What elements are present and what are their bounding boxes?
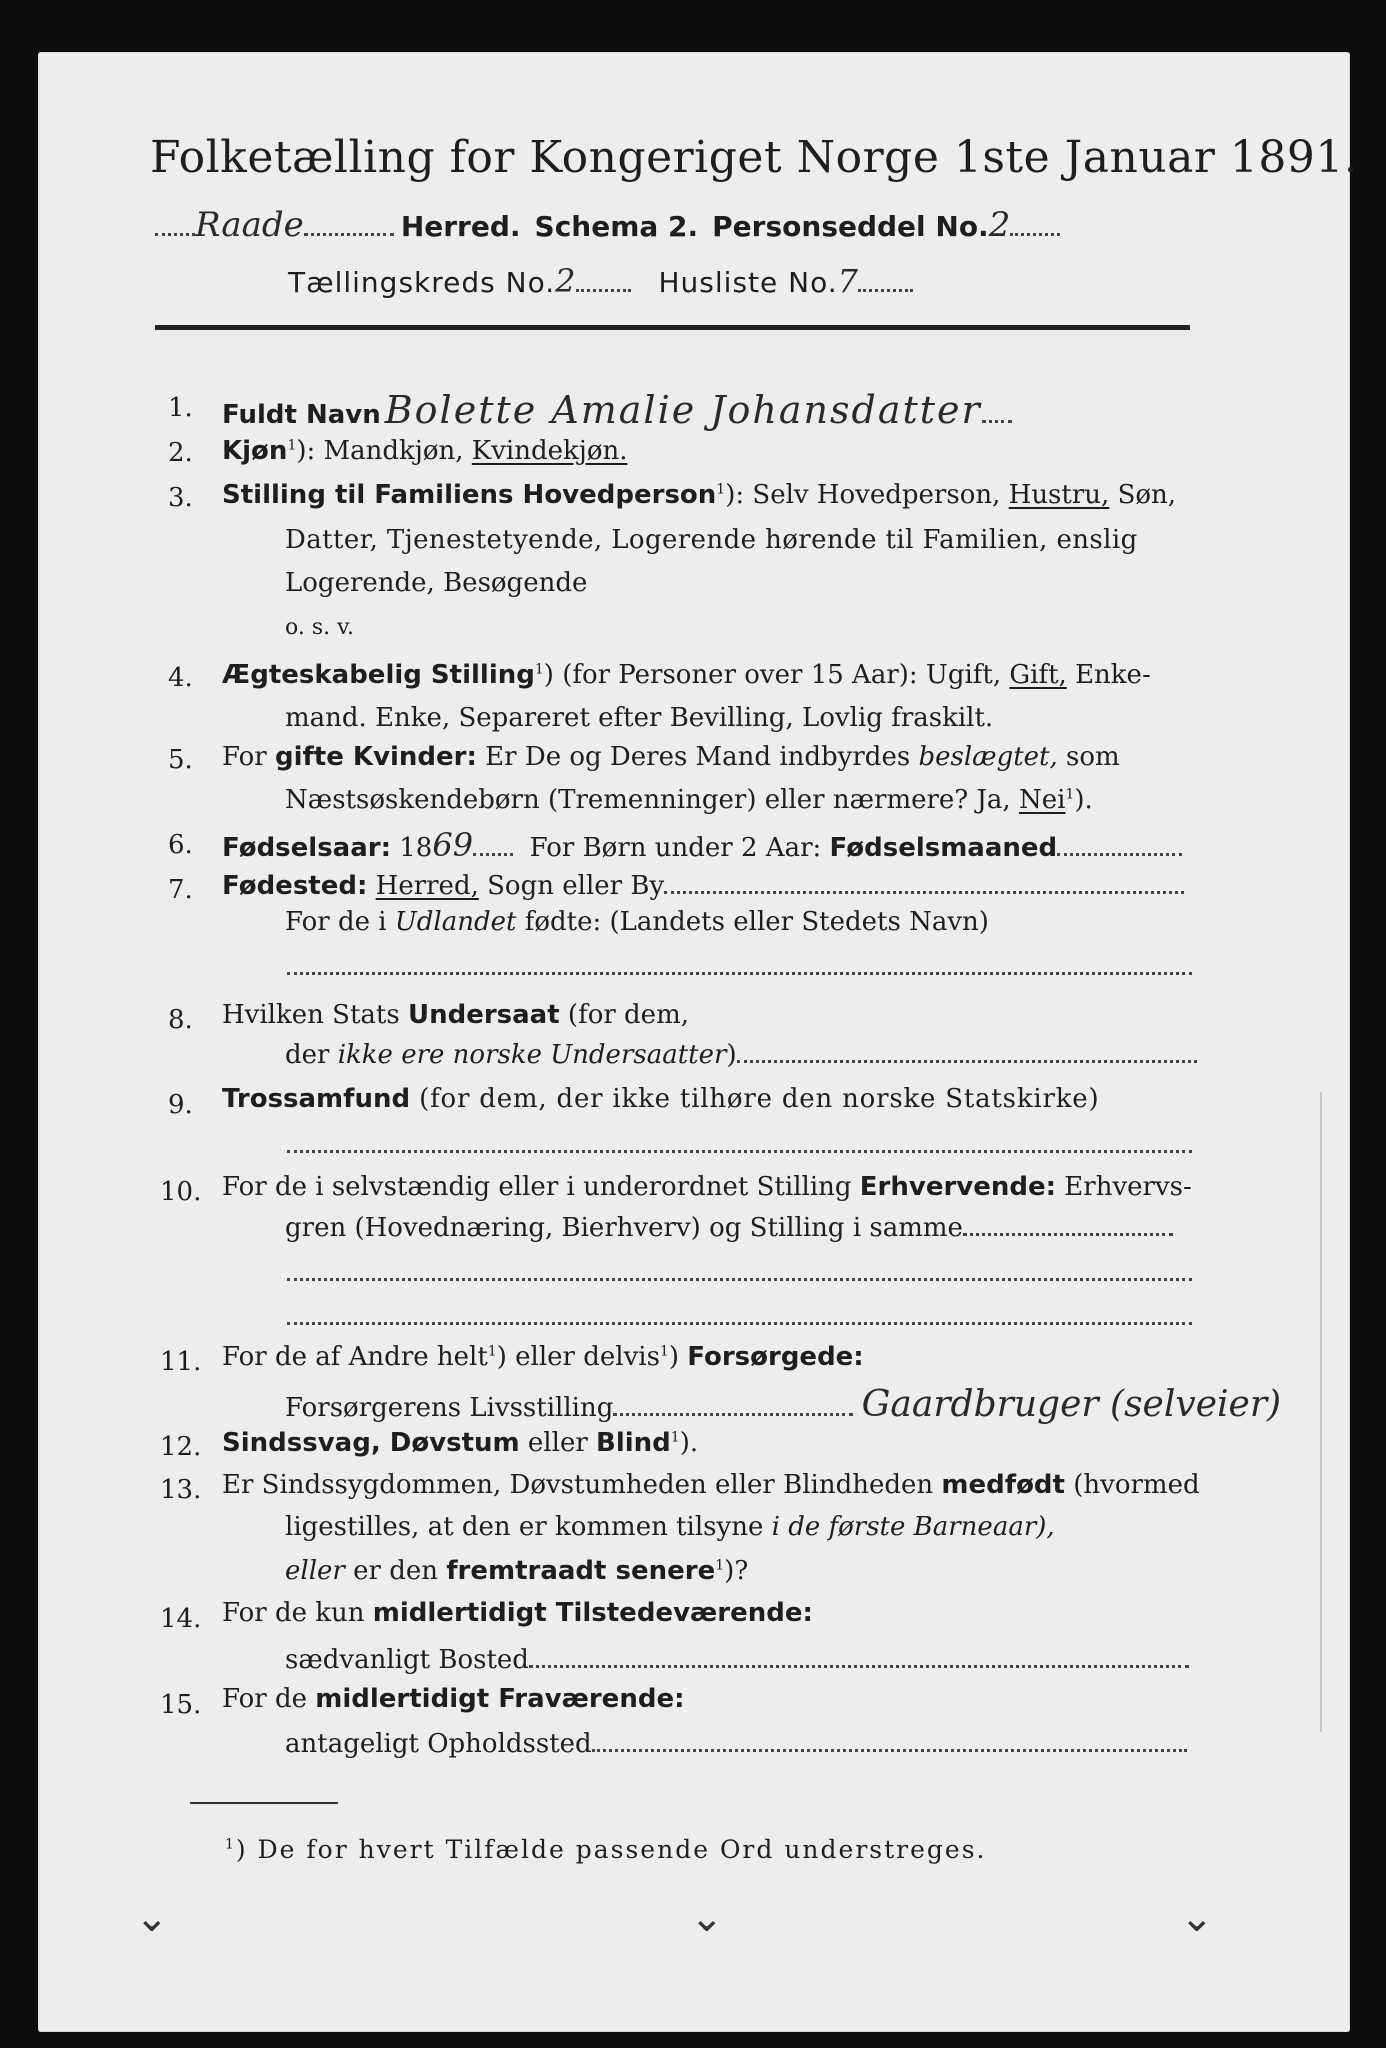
q8-text-d: ikke ere norske Undersaatter [337,1040,727,1070]
q8-line-2: der ikke ere norske Undersaatter) [285,1040,1197,1070]
q4-options-b: Enke- [1075,660,1151,690]
q4-line-2: mand. Enke, Separeret efter Bevilling, Lovlig fraskilt. [285,703,994,733]
q9-text: (for dem, der ikke tilhøre den norske Statskirke) [419,1084,1100,1114]
q7-answer-line [287,962,1192,980]
q2-number: 2. [168,438,193,468]
q7-text-c: fødte: (Landets eller Stedets Navn) [524,907,989,937]
q15-number: 15. [160,1690,202,1720]
q13-line-1 [222,1470,1200,1500]
q1-label: Fuldt Navn [222,400,381,430]
herred-value: Raade [195,205,304,245]
q13-label: medfødt [941,1470,1065,1500]
q8-line-1 [222,1000,689,1030]
q14-label: midlertidigt Tilstedeværende: [372,1598,813,1628]
q13-text-b: (hvormed [1073,1470,1200,1500]
personseddel-label: Personseddel No. [712,210,989,243]
q4-number: 4. [168,663,193,693]
q5-end: ). [1074,785,1093,815]
q6-year-prefix: 18 [399,833,433,863]
q10-text-b: Erhvervs- [1064,1172,1192,1202]
q8-text-a: Hvilken Stats [222,1000,400,1030]
q10-text-c: gren (Hovednæring, Bierhverv) og Stilling i samme [285,1213,963,1243]
footnote [225,1835,986,1864]
q13-number: 13. [160,1475,202,1505]
header-divider [155,325,1190,330]
q5-text-c: beslægtet, [918,742,1058,772]
q11-provider-occupation-value: Gaardbruger (selveier) [861,1384,1282,1425]
q13-line-3: eller er den fremtraadt senere$^1$)? [285,1556,749,1586]
q14-text-a: For de kun [222,1598,365,1628]
q5-label: gifte Kvinder: [274,742,477,772]
q4-line-1: Ægteskabelig Stilling$^1$) (for Personer over 15 Aar): Ugift, Gift, Enke- [222,660,1151,690]
registration-mark-icon: ⌄ [690,1895,724,1941]
kreds-value: 2 [555,262,576,300]
registration-mark-icon: ⌄ [135,1895,169,1941]
q7-label: Fødested: [222,871,368,901]
q4-label: Ægteskabelig Stilling [222,660,535,690]
q2-label: Kjøn [222,436,288,466]
q2-line [222,436,627,466]
q5-line-1 [222,742,1120,772]
footnote-divider [190,1802,338,1804]
q11-label: Forsørgede: [687,1342,864,1372]
registration-mark-icon: ⌄ [1180,1895,1214,1941]
q3-number: 3. [168,483,193,513]
q13-text-a: Er Sindssygdommen, Døvstumheden eller Blindheden [222,1470,934,1500]
q6-text: For Børn under 2 Aar: [529,833,822,863]
q10-text-a: For de i selvstændig eller i underordnet Stilling [222,1172,852,1202]
q1-number: 1. [168,393,193,423]
q3-line-2: Datter, Tjenestetyende, Logerende hørende til Familien, enslig [285,525,1138,555]
q5-text-a: For [222,742,267,772]
q6-line [222,826,1182,864]
schema-label: Schema 2. [534,210,699,243]
footnote-text: ) De for hvert Tilfælde passende Ord understreges. [235,1835,987,1864]
q8-text-b: (for dem, [567,1000,689,1030]
footnote-ref: 1 [225,1836,236,1853]
q6-year-value: 69 [432,826,474,864]
husliste-value: 7 [837,262,858,300]
herred-label: Herred. [400,210,521,243]
q8-text-c: der [285,1040,330,1070]
q3-line-3: Logerende, Besøgende [285,568,588,598]
q9-answer-line [287,1140,1192,1158]
q5-text-d: som [1066,742,1120,772]
q3-options-b: Søn, [1117,480,1177,510]
q7-line-2 [285,907,989,937]
q15-text-a: For de [222,1684,307,1714]
q12-label-2: Blind [596,1428,671,1458]
q3-options-a: ): Selv Hovedperson, [725,480,1001,510]
header-line-2 [288,262,913,300]
q12-text: eller [527,1428,588,1458]
q13-label-2: fremtraadt senere [446,1556,716,1586]
q10-answer-line-2 [287,1312,1192,1330]
q11-text-b: ) eller delvis [496,1342,660,1372]
q7-line-1 [222,871,1184,901]
q7-options: Sogn eller By [487,871,665,901]
q11-line-1: For de af Andre helt$^1$) eller delvis$^1$) Forsørgede: [222,1342,864,1372]
q7-number: 7. [168,875,193,905]
q5-selected-option: Nei [1018,785,1066,815]
q5-text-b: Er De og Deres Mand indbyrdes [485,742,911,772]
q6-label-2: Fødselsmaaned [829,833,1058,863]
personseddel-value: 2 [988,205,1011,245]
q1-line [222,388,1012,432]
kreds-label: Tællingskreds No. [288,266,556,299]
q7-text-b: Udlandet [394,907,517,937]
q11-line-2 [285,1384,1281,1425]
q6-number: 6. [168,830,193,860]
q3-line-1: Stilling til Familiens Hovedperson$^1$): Selv Hovedperson, Hustru, Søn, [222,480,1177,510]
q15-line-2 [285,1729,1187,1759]
q13-text-d: i de første Barneaar), [771,1512,1055,1542]
header-line [155,205,1060,245]
q4-options-a: ) (for Personer over 15 Aar): Ugift, [543,660,1002,690]
q15-label: midlertidigt Fraværende: [315,1684,685,1714]
q13-end: )? [724,1556,749,1586]
q6-label: Fødselsaar: [222,833,391,863]
q13-line-2 [285,1512,1055,1542]
q12-number: 12. [160,1432,202,1462]
q2-footnote-ref: 1 [287,437,297,454]
q9-number: 9. [168,1090,193,1120]
q8-label: Undersaat [407,1000,560,1030]
q7-selected-option: Herred, [375,871,479,901]
q13-text-c: ligestilles, at den er kommen tilsyne [285,1512,764,1542]
q3-label: Stilling til Familiens Hovedperson [222,480,717,510]
q2-options: ): Mandkjøn, [296,436,464,466]
q4-selected-option: Gift, [1009,660,1067,690]
q7-text-a: For de i [285,907,387,937]
q3-selected-option: Hustru, [1008,480,1110,510]
q14-line-1 [222,1598,813,1628]
q14-line-2 [285,1645,1189,1675]
form-title: Folketælling for Kongeriget Norge 1ste Januar 1891. [150,132,1359,183]
q8-number: 8. [168,1005,193,1035]
q10-answer-line-1 [287,1268,1192,1286]
q10-line-2 [285,1213,1173,1243]
q11-number: 11. [160,1347,202,1377]
q2-selected-option: Kvindekjøn. [471,436,628,466]
q12-label: Sindssvag, Døvstum [222,1428,520,1458]
q15-text-b: antageligt Opholdssted [285,1729,592,1759]
q1-name-value: Bolette Amalie Johansdatter [384,388,982,432]
q14-text-b: sædvanligt Bosted [285,1645,529,1675]
q3-line-4: o. s. v. [285,615,354,640]
q10-label: Erhvervende: [859,1172,1057,1202]
q11-text-a: For de af Andre helt [222,1342,488,1372]
q14-number: 14. [160,1604,202,1634]
q5-question: Næstsøskendebørn (Tremenninger) eller nærmere? Ja, [285,785,1011,815]
q5-number: 5. [168,745,193,775]
q9-label: Trossamfund [222,1084,411,1114]
q9-line [222,1084,1099,1114]
q12-line: Sindssvag, Døvstum eller Blind$^1$). [222,1428,699,1458]
q13-text-f: er den [353,1556,438,1586]
husliste-label: Husliste No. [658,266,838,299]
q10-line-1 [222,1172,1192,1202]
q11-text-c: Forsørgerens Livsstilling [285,1393,614,1423]
q10-number: 10. [160,1177,202,1207]
q5-line-2: Næstsøskendebørn (Tremenninger) eller nærmere? Ja, Nei$^1$). [285,785,1093,815]
q13-text-e: eller [285,1556,345,1586]
q15-line-1 [222,1684,684,1714]
